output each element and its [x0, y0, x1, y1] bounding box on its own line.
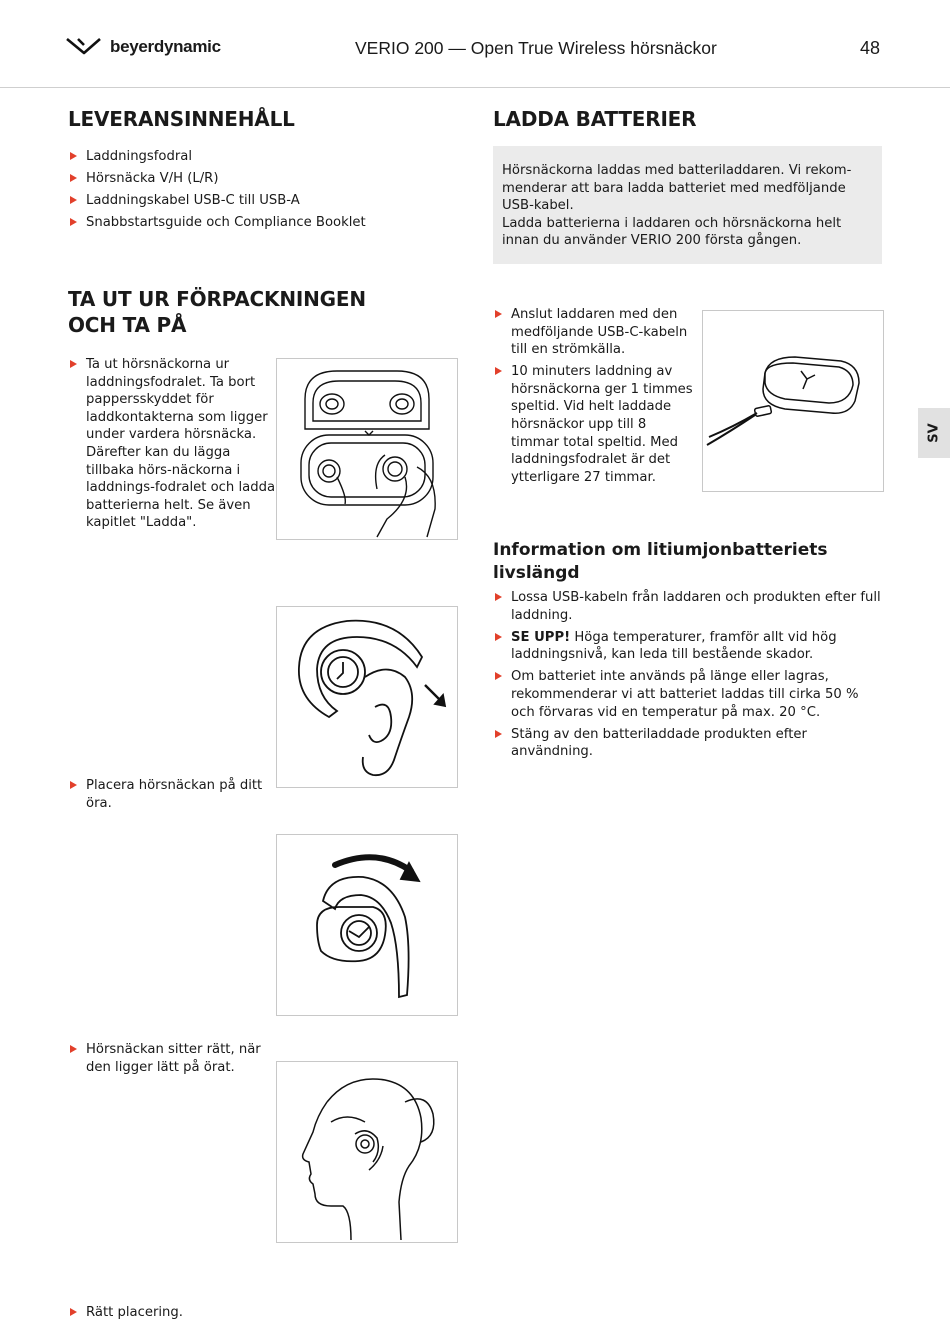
battery-info-list — [493, 589, 883, 765]
charging-note-box — [493, 146, 882, 264]
charging-note-paragraph-2: Ladda batterierna i laddaren och hörsnäckorna helt innan du använder VERIO 200 första gången. — [502, 215, 842, 249]
list-item: Laddningskabel USB-C till USB-A — [68, 192, 468, 210]
list-item: Hörsnäcka V/H (L/R) — [68, 170, 468, 188]
charging-case-illustration — [276, 358, 458, 540]
charging-steps — [493, 306, 698, 491]
list-item: Lossa USB-kabeln från laddaren och produkten efter full laddning. — [493, 589, 883, 624]
document-title: VERIO 200 — Open True Wireless hörsnäckor — [355, 38, 717, 58]
battery-info-heading — [493, 539, 873, 585]
fit-earbud-illustration — [276, 834, 458, 1016]
battery-info-heading-line2: livslängd — [493, 563, 580, 583]
contents-list — [68, 148, 468, 236]
charging-heading: LADDA BATTERIER — [493, 107, 697, 131]
beyerdynamic-logo-icon — [66, 36, 102, 58]
page-number: 48 — [860, 38, 881, 58]
correct-placement-illustration — [276, 1061, 458, 1243]
place-earbud-illustration — [276, 606, 458, 788]
warning-text: Höga temperaturer, framför allt vid hög laddningsnivå, kan leda till bestående skador. — [511, 629, 837, 663]
unpack-heading-line2: OCH TA PÅ — [68, 313, 187, 337]
unpack-step-4: Rätt placering. — [68, 1304, 276, 1322]
contents-heading: LEVERANSINNEHÅLL — [68, 107, 295, 131]
charger-cable-illustration — [702, 310, 884, 492]
list-item: Anslut laddaren med den medföljande USB-C-kabeln till en strömkälla. — [493, 306, 698, 359]
language-tab-label: SV — [926, 423, 942, 443]
list-item: Stäng av den batteriladdade produkten efter användning. — [493, 726, 883, 761]
header-divider — [0, 87, 950, 88]
unpack-heading-line1: TA UT UR FÖRPACKNINGEN — [68, 287, 366, 311]
unpack-step-1: Ta ut hörsnäckorna ur laddningsfodralet. Ta bort pappersskyddet för laddkontakterna som ligger under vardera hörsnäcka. Därefter kan du lägga tillbaka hörs-näckorna i laddnings-fodralet och ladda batterierna helt. Se även kapitlet "Ladda". — [68, 356, 276, 532]
charging-note-paragraph-1: Hörsnäckorna laddas med batteriladdaren. Vi rekom-menderar att bara ladda batteriet med medföljande USB-kabel. — [502, 163, 852, 214]
list-item: Laddningsfodral — [68, 148, 468, 166]
unpack-heading — [68, 286, 366, 338]
brand-name: beyerdynamic — [110, 37, 221, 56]
warning-label: SE UPP! — [511, 629, 571, 645]
unpack-step-3: Hörsnäckan sitter rätt, när den ligger lätt på örat. — [68, 1041, 286, 1076]
brand-logo — [66, 36, 221, 58]
list-item — [493, 629, 883, 664]
language-tab — [918, 408, 950, 458]
list-item: Snabbstartsguide och Compliance Booklet — [68, 214, 468, 232]
list-item: Om batteriet inte används på länge eller lagras, rekommenderar vi att batteriet laddas till cirka 50 % och förvaras vid en temperatur på max. 20 °C. — [493, 668, 883, 721]
unpack-step-2: Placera hörsnäckan på ditt öra. — [68, 777, 276, 812]
battery-info-heading-line1: Information om litiumjonbatteriets — [493, 540, 828, 560]
list-item: 10 minuters laddning av hörsnäckorna ger 1 timmes speltid. Vid helt laddade hörsnäckor upp till 8 timmar total speltid. Med laddningsfodralet är det ytterligare 27 timmar. — [493, 363, 698, 486]
